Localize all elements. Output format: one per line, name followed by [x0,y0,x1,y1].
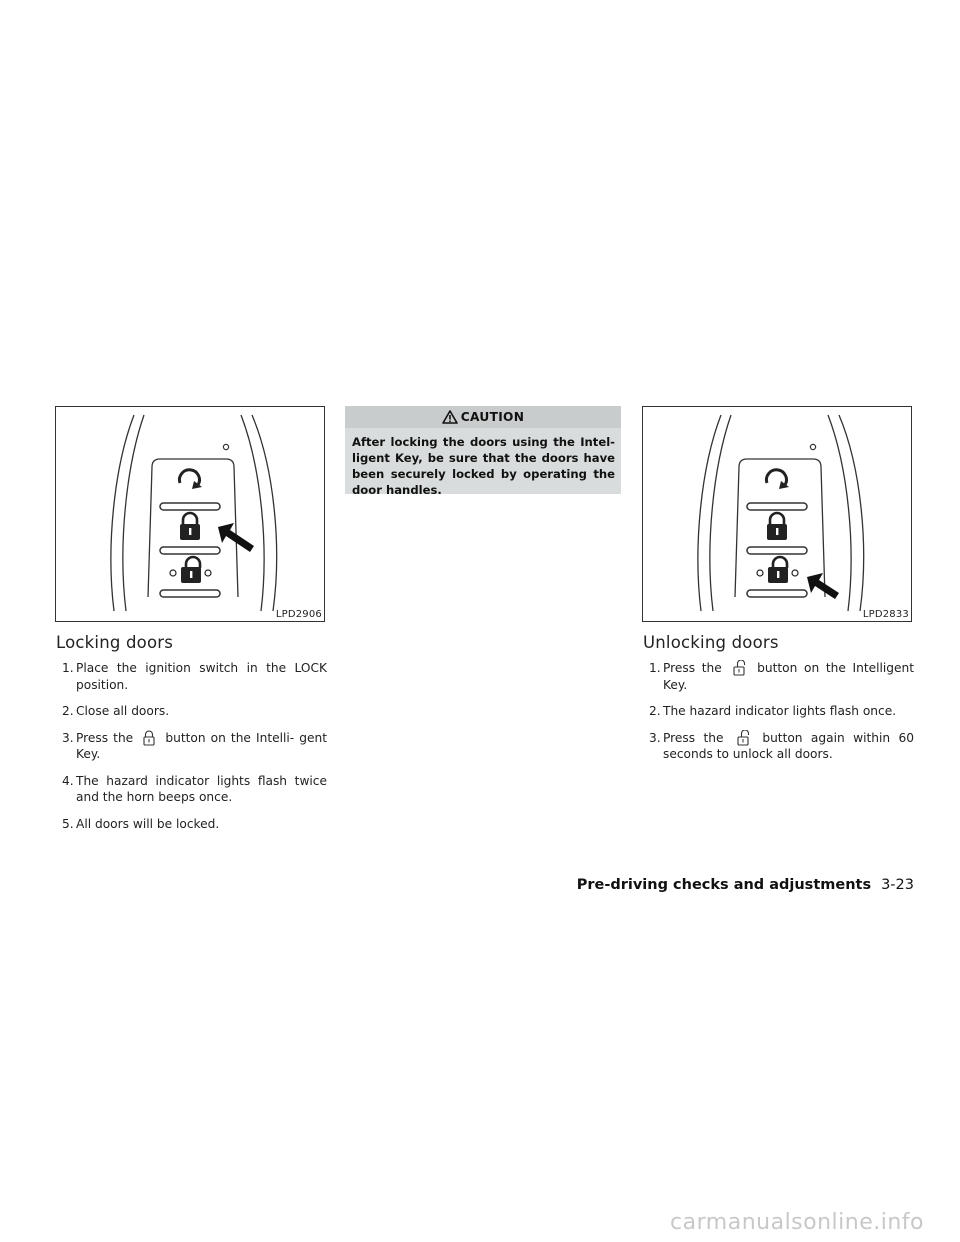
figure-code: LPD2906 [275,609,322,620]
step-number: 3. [649,730,661,745]
list-item [649,730,914,763]
step-number: 1. [649,661,661,675]
remote-start-icon [766,470,786,485]
pointer-arrow-icon [807,573,839,599]
list-item [62,703,327,720]
lock-icon [180,513,200,540]
step-text: Place the ignition switch in the LOCK position. [76,661,327,692]
lock-icon [767,513,787,540]
step-number: 3. [62,730,74,745]
unlock-icon [170,557,211,583]
step-text-post: button on the Intelli- gent Key. [76,730,327,761]
step-text: All doors will be locked. [76,816,220,831]
page-footer [577,877,914,893]
caution-header [345,406,621,428]
step-number: 4. [62,773,74,788]
unlocking-title: Unlocking doors [643,633,779,652]
locking-title: Locking doors [56,633,174,652]
step-text: The hazard indicator lights flash once. [663,704,897,718]
key-fob-lock-illustration [56,407,326,623]
step-text-post: button on the Intelligent Key. [663,661,915,692]
caution-heading: CAUTION [460,410,525,424]
chapter-title: Pre-driving checks and adjustments [576,877,872,893]
step-text-post: button again within 60 seconds to unlock all doors. [663,730,915,761]
step-text: The hazard indicator lights flash twice and the horn beeps once. [76,773,327,804]
locking-steps [62,660,327,842]
list-item [649,703,914,720]
step-number: 1. [62,661,74,675]
unlock-icon [757,557,798,583]
step-text-pre: Press the [663,730,724,745]
page-number: 3-23 [881,877,914,893]
list-item [62,816,327,833]
step-number: 2. [649,704,661,718]
list-item [62,660,327,693]
caution-text: After locking the doors using the Intel- ligent Key, be sure that the doors have been securely locked by operating the door handles. [352,435,615,497]
step-text: Close all doors. [76,704,170,718]
caution-box [345,406,621,497]
unlocking-steps [649,660,914,773]
list-item [62,773,327,806]
warning-triangle-icon [442,410,458,424]
key-fob-unlock-illustration [643,407,913,623]
unlock-icon [732,660,746,676]
step-number: 2. [62,704,74,718]
step-text-pre: Press the [76,730,134,745]
list-item [62,730,327,763]
lock-icon [142,730,156,746]
list-item [649,660,914,693]
step-number: 5. [62,816,74,831]
watermark: carmanualsonline.info [670,1210,924,1235]
figure-unlock-key [642,406,912,622]
unlock-icon [736,730,750,746]
step-text-pre: Press the [663,661,722,675]
figure-code: LPD2833 [862,609,909,620]
remote-start-icon [179,470,199,485]
figure-lock-key [55,406,325,622]
